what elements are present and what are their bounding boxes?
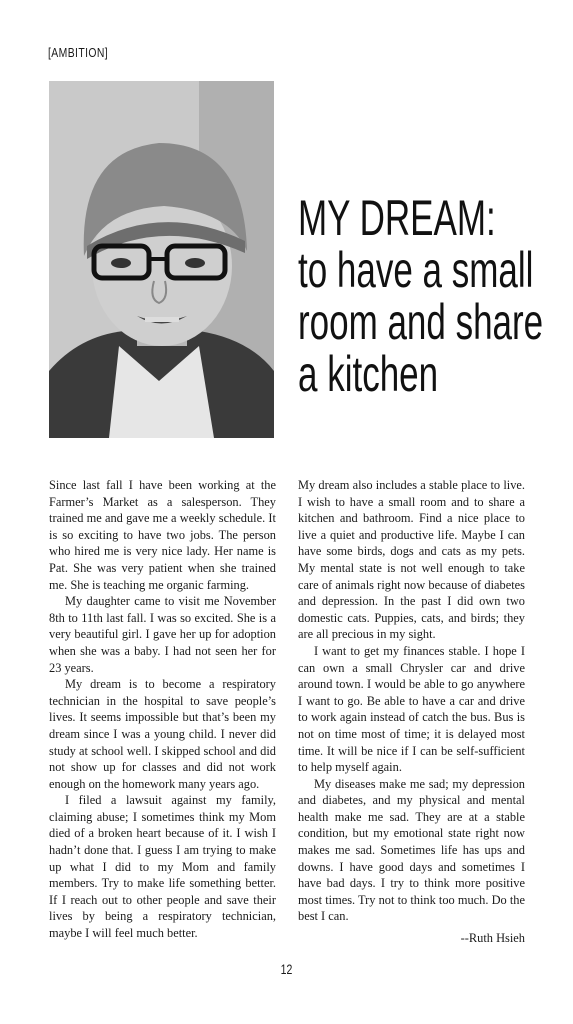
article-paragraph: My dream is to become a respiratory technician in the hospital to save people’s lives. It seems impossible but that’s been my dream since I was a young child. I never did study at school well. I skipped school and did not show up for classes and did not work enough on the homework many years ago. <box>49 677 276 791</box>
headline-line-4: a kitchen <box>298 346 439 402</box>
article-paragraph: Since last fall I have been working at the Farmer’s Market as a salesperson. They trained me and gave me a weekly schedule. It is so exciting to have two jobs. The person who hired me is very nice lady. Her name is Pat. She was very patient when she trained me. She is teaching me organic farming. <box>49 478 276 592</box>
portrait-photo <box>49 81 274 438</box>
portrait-illustration <box>49 81 274 438</box>
article-paragraph: I filed a lawsuit against my family, claiming abuse; I sometimes think my Mom died of a broken heart because of it. I wish I hadn’t done that. I guess I am trying to make up what I did to my Mom and family members. Try to make life something better. If I reach out to other people and save their lives by being a respiratory technician, maybe I will feel much better. <box>49 793 276 941</box>
headline-line-2: to have a small <box>298 242 534 298</box>
headline-line-1: MY DREAM: <box>298 190 496 246</box>
article-paragraph: My daughter came to visit me November 8th to 11th last fall. I was so excited. She is a very beautiful girl. I gave her up for adoption when she was a baby. I had not seen her for 23 years. <box>49 594 276 675</box>
section-tag: [AMBITION] <box>48 45 109 60</box>
author-signature: --Ruth Hsieh <box>460 931 525 945</box>
headline-line-3: room and share <box>298 294 544 350</box>
article-paragraph: I want to get my finances stable. I hope I can own a small Chrysler car and drive around town. I would be able to go anywhere I want to go. Be able to have a car and drive to work again instead of catch the bus. Bus is not on time most of time; it is delayed most time. It will be nice if I can be self-sufficient to help myself again. <box>298 643 525 775</box>
article-left-column <box>49 477 276 942</box>
page-number: 12 <box>280 961 293 977</box>
article-paragraph: My diseases make me sad; my depression and diabetes, and my physical and mental health make me sad. They are at a stable condition, but my emotional state right now makes me sad. Sometimes life has ups and downs. I have good days and sometimes I have bad days. I try to think more positive most times. Try not to think too much. Do the best I can. <box>298 776 525 924</box>
article-right-column <box>298 477 525 925</box>
headline <box>298 190 544 402</box>
article-paragraph: My dream also includes a stable place to live. I wish to have a small room and to share a kitchen and bathroom. Find a nice place to live a quiet and productive life. Maybe I can have some birds, dogs and cats as my pets. My mental state is not well enough to take care of animals right now because of diabetes and depression. In the past I did own two domestic cats. Puppies, cats, and birds; they are all precious in my sight. <box>298 478 525 642</box>
